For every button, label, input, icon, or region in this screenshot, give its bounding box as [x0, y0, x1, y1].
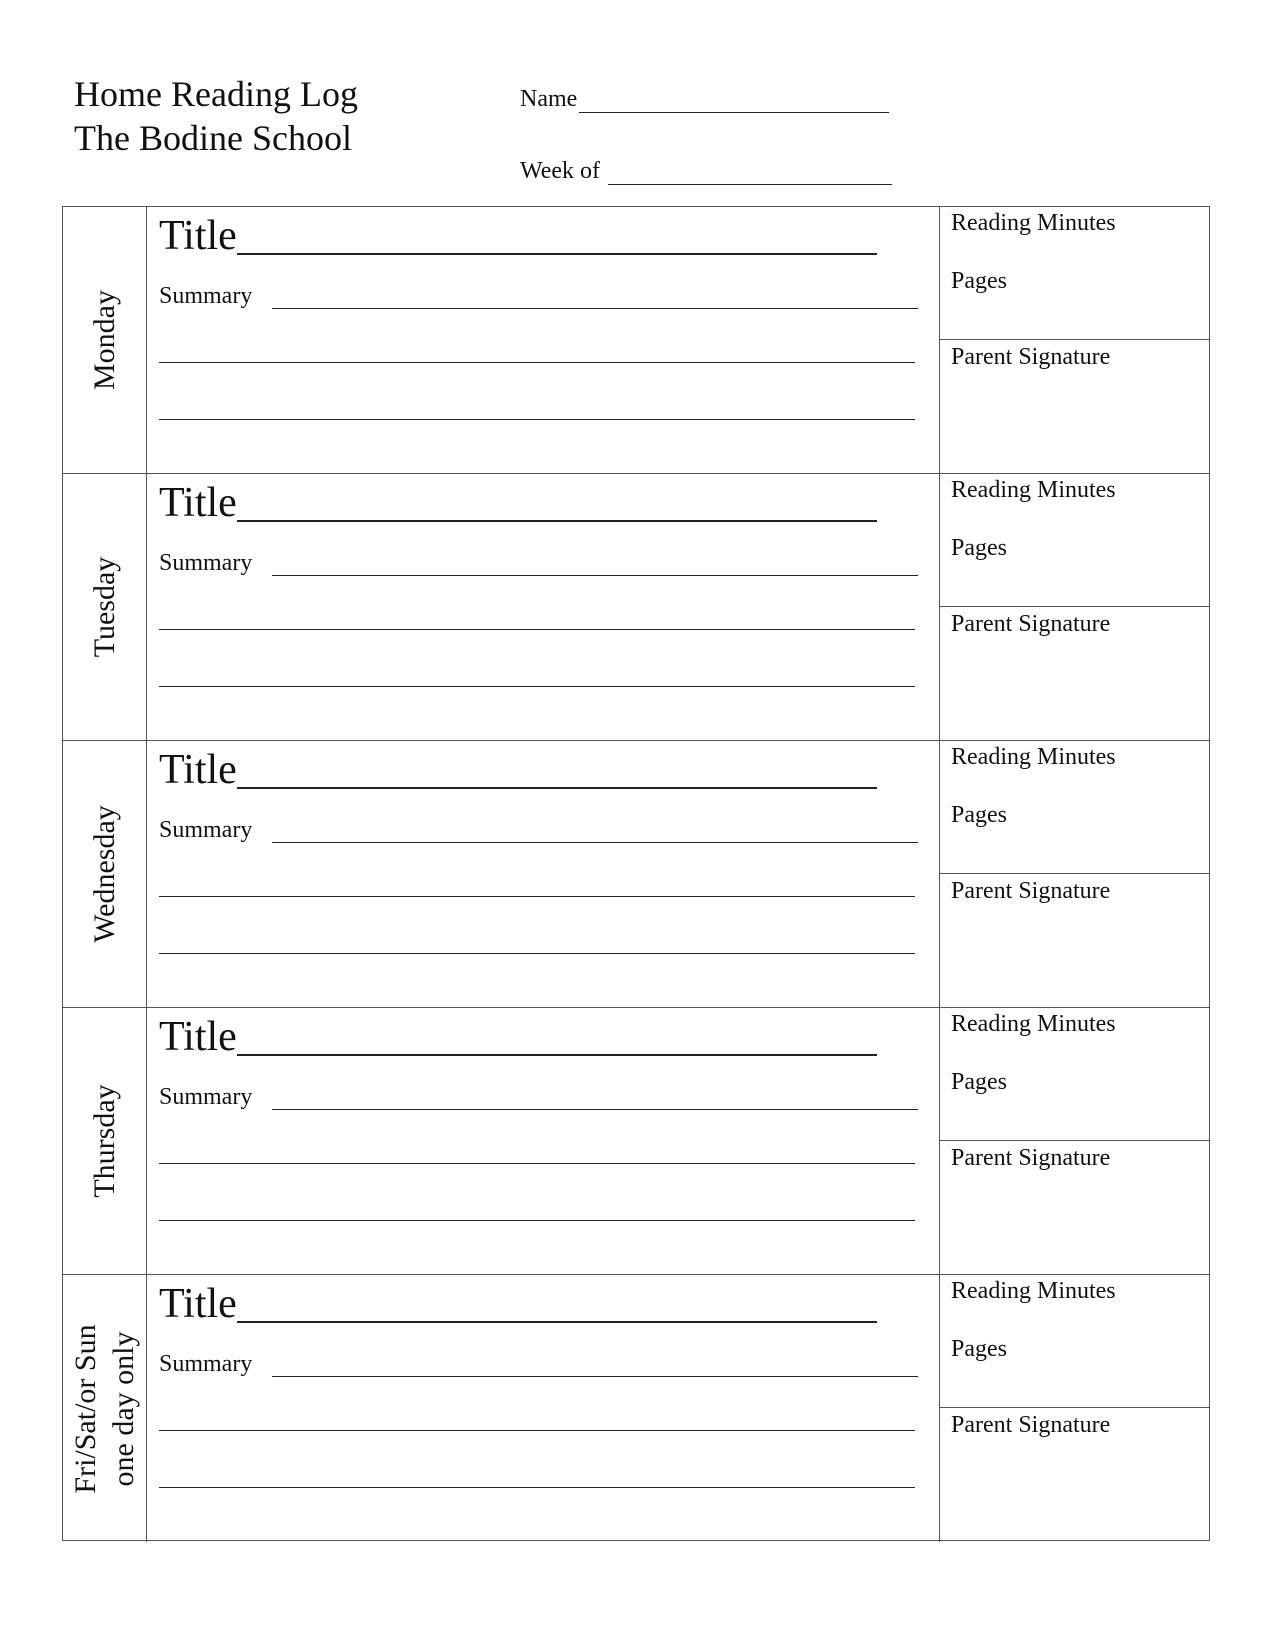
name-label: Name [520, 86, 578, 112]
summary-label: Summary [159, 1084, 253, 1110]
title-field[interactable] [159, 478, 877, 528]
day-name: Tuesday [87, 556, 121, 658]
day-name: Thursday [87, 1084, 121, 1198]
day-row [63, 741, 1209, 1008]
week-label: Week of [520, 158, 601, 184]
title-label: Title [159, 747, 237, 793]
summary-input-line[interactable] [159, 1163, 915, 1164]
pages-label: Pages [951, 1336, 1007, 1362]
day-row [63, 1008, 1209, 1275]
title-field[interactable] [159, 1012, 877, 1062]
title-input-line[interactable] [237, 213, 877, 255]
day-name: Wednesday [87, 805, 121, 943]
day-label [86, 805, 124, 943]
title-label: Title [159, 480, 237, 526]
pages-label: Pages [951, 268, 1007, 294]
reading-log-table [62, 206, 1210, 1541]
tracking-cell [939, 741, 1209, 1007]
summary-input-line[interactable] [159, 896, 915, 897]
pages-label: Pages [951, 535, 1007, 561]
day-label-cell [63, 207, 147, 473]
day-row [63, 474, 1209, 741]
summary-input-line[interactable] [272, 1352, 918, 1377]
summary-input-line[interactable] [272, 1085, 918, 1110]
summary-input-line[interactable] [159, 419, 915, 420]
minutes-pages-box[interactable] [940, 474, 1209, 607]
tracking-cell [939, 1008, 1209, 1274]
title-field[interactable] [159, 745, 877, 795]
minutes-pages-box[interactable] [940, 1275, 1209, 1408]
summary-input-line[interactable] [159, 953, 915, 954]
title-input-line[interactable] [237, 1014, 877, 1056]
parent-signature-label: Parent Signature [951, 1145, 1111, 1171]
log-title: Home Reading Log [74, 74, 358, 114]
title-label: Title [159, 1014, 237, 1060]
tracking-cell [939, 474, 1209, 740]
summary-label: Summary [159, 283, 253, 309]
day-name: Fri/Sat/or Sun [68, 1323, 102, 1494]
tracking-cell [939, 1275, 1209, 1542]
parent-signature-label: Parent Signature [951, 344, 1111, 370]
parent-signature-label: Parent Signature [951, 878, 1111, 904]
title-input-line[interactable] [237, 747, 877, 789]
day-label-cell [63, 1008, 147, 1274]
summary-label: Summary [159, 550, 253, 576]
title-input-line[interactable] [237, 1281, 877, 1323]
summary-input-line[interactable] [159, 1487, 915, 1488]
entry-cell [147, 474, 939, 740]
entry-cell [147, 207, 939, 473]
summary-input-line[interactable] [159, 1430, 915, 1431]
day-label-cell [63, 1275, 147, 1542]
title-field[interactable] [159, 211, 877, 261]
summary-field[interactable] [159, 281, 918, 311]
pages-label: Pages [951, 1069, 1007, 1095]
day-label [67, 1324, 143, 1493]
reading-minutes-label: Reading Minutes [951, 477, 1116, 503]
summary-input-line[interactable] [159, 686, 915, 687]
summary-label: Summary [159, 1351, 253, 1377]
title-label: Title [159, 1281, 237, 1327]
day-label-cell [63, 474, 147, 740]
day-label [86, 557, 124, 658]
pages-label: Pages [951, 802, 1007, 828]
tracking-cell [939, 207, 1209, 473]
summary-input-line[interactable] [159, 362, 915, 363]
entry-cell [147, 1275, 939, 1542]
parent-signature-label: Parent Signature [951, 611, 1111, 637]
day-label-cell [63, 741, 147, 1007]
entry-cell [147, 1008, 939, 1274]
summary-input-line[interactable] [159, 629, 915, 630]
day-label [86, 290, 124, 390]
title-label: Title [159, 213, 237, 259]
reading-minutes-label: Reading Minutes [951, 1011, 1116, 1037]
reading-minutes-label: Reading Minutes [951, 210, 1116, 236]
parent-signature-label: Parent Signature [951, 1412, 1111, 1438]
name-field[interactable] [520, 86, 889, 113]
day-label [86, 1084, 124, 1197]
minutes-pages-box[interactable] [940, 741, 1209, 874]
summary-field[interactable] [159, 548, 918, 578]
summary-input-line[interactable] [272, 284, 918, 309]
week-input-line[interactable] [608, 162, 892, 185]
title-input-line[interactable] [237, 480, 877, 522]
title-field[interactable] [159, 1279, 877, 1329]
day-name: Monday [87, 290, 121, 390]
summary-input-line[interactable] [159, 1220, 915, 1221]
week-field[interactable] [520, 158, 892, 185]
day-row [63, 1275, 1209, 1542]
summary-field[interactable] [159, 1082, 918, 1112]
page-title [74, 72, 358, 160]
reading-minutes-label: Reading Minutes [951, 744, 1116, 770]
day-note: one day only [106, 1331, 140, 1486]
reading-minutes-label: Reading Minutes [951, 1278, 1116, 1304]
summary-field[interactable] [159, 1349, 918, 1379]
name-input-line[interactable] [579, 90, 889, 113]
day-row [63, 207, 1209, 474]
summary-label: Summary [159, 817, 253, 843]
minutes-pages-box[interactable] [940, 207, 1209, 340]
school-name: The Bodine School [74, 118, 352, 158]
summary-field[interactable] [159, 815, 918, 845]
entry-cell [147, 741, 939, 1007]
minutes-pages-box[interactable] [940, 1008, 1209, 1141]
summary-input-line[interactable] [272, 818, 918, 843]
summary-input-line[interactable] [272, 551, 918, 576]
